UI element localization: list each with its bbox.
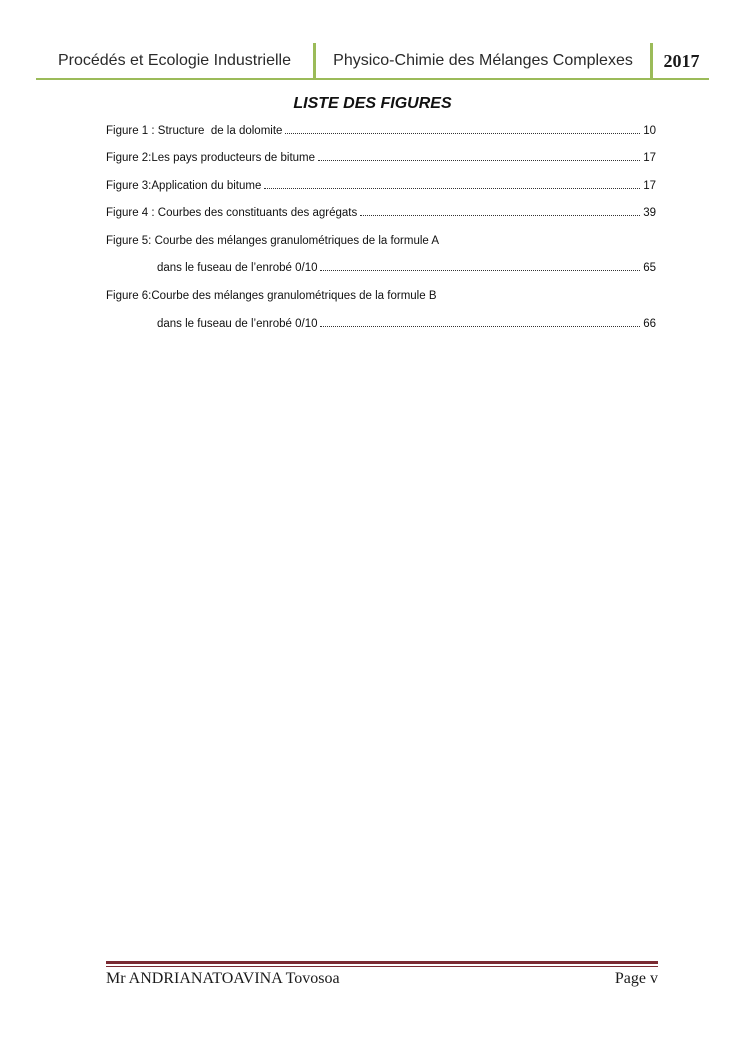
toc-entry-heading[interactable]: Figure 5: Courbe des mélanges granulométriques de la formule A — [106, 235, 440, 247]
header-rule — [36, 78, 709, 80]
header-separator — [313, 43, 316, 78]
footer-author: Mr ANDRIANATOAVINA Tovosoa — [106, 970, 340, 987]
toc-entry[interactable] — [157, 256, 656, 274]
footer-rule-thin — [106, 966, 658, 967]
toc-entry-page: 39 — [643, 207, 656, 219]
toc-entry-heading[interactable]: Figure 6:Courbe des mélanges granulométriques de la formule B — [106, 290, 437, 302]
footer-page-number: Page v — [614, 970, 658, 987]
toc-entry[interactable] — [106, 119, 656, 137]
toc-entry-page: 65 — [643, 262, 656, 274]
toc-entry-text: Figure 1 : Structure de la dolomite — [106, 125, 283, 137]
header-year: 2017 — [663, 50, 700, 71]
toc-entry-text: Figure 3:Application du bitume — [106, 180, 262, 192]
header-subject-title: Physico-Chimie des Mélanges Complexes — [333, 52, 633, 69]
toc-entry-page: 17 — [643, 180, 656, 192]
toc-entry-text: dans le fuseau de l’enrobé 0/10 — [157, 262, 318, 274]
toc-entry-page: 17 — [643, 152, 656, 164]
toc-entry[interactable] — [106, 201, 656, 219]
toc-entry-text: Figure 4 : Courbes des constituants des agrégats — [106, 207, 358, 219]
toc-dot-leader — [318, 160, 640, 161]
toc-dot-leader — [320, 326, 640, 327]
header-separator — [650, 43, 653, 78]
toc-entry-text: Figure 2:Les pays producteurs de bitume — [106, 152, 316, 164]
toc-dot-leader — [320, 270, 640, 271]
toc-entry[interactable] — [106, 146, 656, 164]
toc-entry[interactable] — [157, 312, 656, 330]
toc-entry[interactable] — [106, 174, 656, 192]
footer-rule-thick — [106, 961, 658, 964]
toc-dot-leader — [264, 188, 640, 189]
toc-dot-leader — [285, 133, 640, 134]
toc-entry-page: 10 — [643, 125, 656, 137]
toc-dot-leader — [360, 215, 640, 216]
page-title: LISTE DES FIGURES — [293, 95, 452, 112]
header-course-title: Procédés et Ecologie Industrielle — [57, 52, 292, 69]
toc-entry-text: dans le fuseau de l’enrobé 0/10 — [157, 318, 318, 330]
toc-entry-page: 66 — [643, 318, 656, 330]
